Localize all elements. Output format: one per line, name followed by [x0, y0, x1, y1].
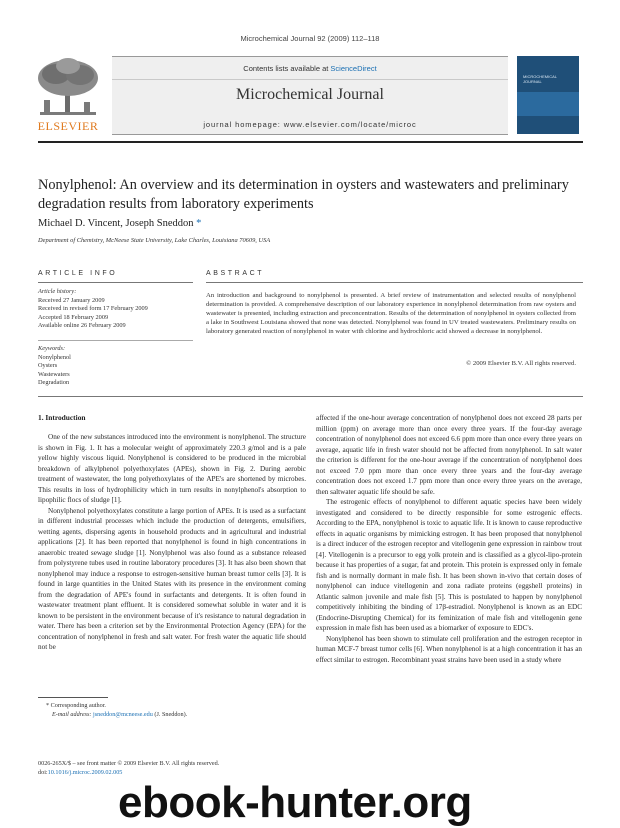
paragraph: affected if the one-hour average concentration of nonylphenol does not exceed 28 parts per million (ppm) on average more than once every three years. If the four-day average concentration of nonylphenol does not exceed 6.6 ppm more than once every three years on average, aquatic life in fresh water should not be affected from nonylphenol. In salt water the criterion is different for the one-hour average if the concentration of nonylphenol does not exceed 7.0 ppm more than once every three years and the four-day average concentration does not exceed 1.7 ppm more than once every three years on the average, then saltwater aquatic life should be safe.	[316, 414, 582, 496]
keyword-item: Nonylphenol	[38, 353, 71, 361]
watermark: ebook-hunter.org	[118, 778, 472, 827]
elsevier-logo	[32, 56, 104, 134]
keyword-item: Degradation	[38, 379, 70, 387]
footnote	[38, 702, 318, 719]
history-online: Available online 26 February 2009	[38, 322, 126, 330]
keywords-label: Keywords:	[38, 345, 66, 352]
footnote-mark: *	[46, 702, 50, 709]
doi-link[interactable]: 10.1016/j.microc.2009.02.005	[47, 768, 123, 776]
front-matter-line: 0026-265X/$ – see front matter © 2009 Elsevier B.V. All rights reserved.	[38, 760, 220, 767]
article-history	[38, 288, 198, 331]
footnote-rule	[38, 697, 108, 698]
right-column	[316, 413, 582, 665]
keywords	[38, 345, 198, 388]
cover-band	[517, 92, 579, 116]
cover-title: MICROCHEMICAL JOURNAL	[523, 74, 557, 84]
paragraph: One of the new substances introduced into the environment is nonylphenol. The structure is shown in Fig. 1. It has a molecular weight of approximately 220.3 g/mol and is a pale yellow highly viscous liquid. Nonylphenol is considered to be produced in the microbial breakdown of alkylphenol polyethoxylates (APEs), shown in Fig. 2. During aerobic treatment of wastewater, the long polyethoxylates of the APE's are shortened by microbes. This results in loss of hydrophilicity which in turn results in nonylphenol's absorption to lipophilic flocs of sludge [1].	[38, 433, 306, 504]
keywords-rule	[38, 340, 193, 341]
article-info-rule	[38, 282, 193, 283]
corresponding-author-mark[interactable]: *	[196, 218, 202, 229]
email-suffix: (J. Sneddon).	[154, 710, 188, 718]
abstract-text: An introduction and background to nonylphenol is presented. A brief review of instrumentation and selected results of nonylphenol determination is provided. A comprehensive description of our laboratory experience in nonylphenol determination from raw oysters and wastewater is presented, including extraction and preconcentration. Results of the determination of nonylphenol in oysters collected from a lake in Southwest Louisiana showed that none was detected. Nonylphenol was found in UV treated wastewaters. Preliminary results on laboratory generated reaction of nonylphenol in water with chlorine and hydrochloric acid showed a decrease in nonylphenol.	[206, 292, 576, 335]
sciencedirect-link[interactable]: ScienceDirect	[330, 64, 377, 73]
article-title: Nonylphenol: An overview and its determination in oysters and wastewaters and preliminary degradation results from laboratory experiments	[38, 177, 569, 212]
section-heading-introduction: 1. Introduction	[38, 413, 86, 422]
header-inner-rule	[112, 79, 508, 80]
journal-cover-thumbnail	[517, 56, 579, 134]
header-divider	[38, 141, 583, 143]
abstract-rule	[206, 282, 583, 283]
contents-prefix: Contents lists available at	[243, 64, 331, 73]
article-history-label: Article history:	[38, 288, 77, 295]
history-revised: Received in revised form 17 February 2009	[38, 305, 148, 313]
left-column	[38, 432, 306, 653]
paragraph: The estrogenic effects of nonylphenol to different aquatic species have been widely investigated and considered to be directly responsible for some estrogenic effects. According to the EPA, nonylphenol is toxic to aquatic life. It is known to cause reproductive effects in aquatic organisms by mimicking estrogen. It has been proposed that nonylphenol is a direct inducer of the estrogen receptor and vitellogenin gene expression in rainbow trout [4]. Vitellogenin is a precursor to egg yolk protein and is classified as a glycol-lipo-protein because it has properties of a sugar, fat and protein. This protein is expressed only in female fish and is normally dormant in male fish. It has been shown in-vivo that certain doses of nonylphenol can induce vitellogenin and zona radiate proteins (eggshell proteins) in Atlantic salmon juvenile and male fish [5]. This is postulated to happen by nonylphenol competitively inhibiting the binding of 17β-estradiol. Nonylphenol is known as an EDC (Endocrine-Disrupting Chemical) for its feminization of male fish and vitellogenin gene expression in male fish has been used as a biomarker of exposure to EDC's.	[316, 498, 582, 632]
paragraph: Nonylphenol has been shown to stimulate cell proliferation and the estrogen receptor in human MCF-7 breast tumor cells [6]. When nonylphenol is at a high concentration it has an effect similar to estrogen. Recombinant yeast strains have been used in a study where	[316, 634, 582, 664]
authors-line	[38, 218, 201, 229]
elsevier-tree-icon	[32, 56, 104, 120]
keyword-item: Wastewaters	[38, 370, 70, 378]
footnote-corresponding: Corresponding author.	[50, 702, 106, 709]
issn-block	[38, 760, 219, 778]
affiliation: Department of Chemistry, McNeese State University, Lake Charles, Louisiana 70609, USA	[38, 237, 271, 244]
abstract-heading: ABSTRACT	[206, 270, 265, 277]
history-accepted: Accepted 18 February 2009	[38, 313, 109, 321]
journal-title: Microchemical Journal	[236, 86, 384, 103]
header-top-rule	[112, 56, 508, 57]
contents-line	[112, 64, 508, 73]
doi-label: doi:	[38, 768, 48, 776]
header-bottom-rule	[112, 134, 508, 135]
email-label: E-mail address:	[52, 710, 92, 718]
article-info-heading: ARTICLE INFO	[38, 270, 118, 277]
paragraph: Nonylphenol polyethoxylates constitute a large portion of APEs. It is used as a surfactant in different industrial processes which include the production of detergents, emulsifiers, wetting agents, dispersing agents in household products and in agricultural and industrial applications [2]. It has been reported that nonylphenol is found in high concentrations in anaerobic treated sewage sludge [1]. Nonylphenol was also found as a substance released from polystyrene tubes used in routine laboratory procedures [3]. It has also been shown that nonylphenol may induce a response to estrogen-sensitive human breast tumor cells [3]. It is found in large quantities in the United States with its presence in the environment coming from the degradation of APE's found in surfactants and detergents. It is often found in wastewater treatment plant effluent. It is considered somewhat soluble in water and it is known to be persistent in the environment because of it's resistance to natural degradation in water. There has been a criterion set by the Environmental Protection Agency (EPA) for the concentration of nonylphenol in fresh and salt water. For fresh water the aquatic life should not be	[38, 506, 306, 651]
copyright: © 2009 Elsevier B.V. All rights reserved.	[466, 360, 576, 367]
elsevier-logo-text: ELSEVIER	[37, 119, 99, 133]
keyword-item: Oysters	[38, 362, 58, 370]
abstract-bottom-rule	[38, 396, 583, 397]
journal-reference: Microchemical Journal 92 (2009) 112–118	[240, 34, 380, 43]
history-received: Received 27 January 2009	[38, 296, 105, 304]
authors: Michael D. Vincent, Joseph Sneddon	[38, 218, 194, 229]
journal-homepage[interactable]: journal homepage: www.elsevier.com/locate/microc	[203, 120, 417, 129]
email-link[interactable]: jsneddon@mcneese.edu	[93, 710, 153, 718]
